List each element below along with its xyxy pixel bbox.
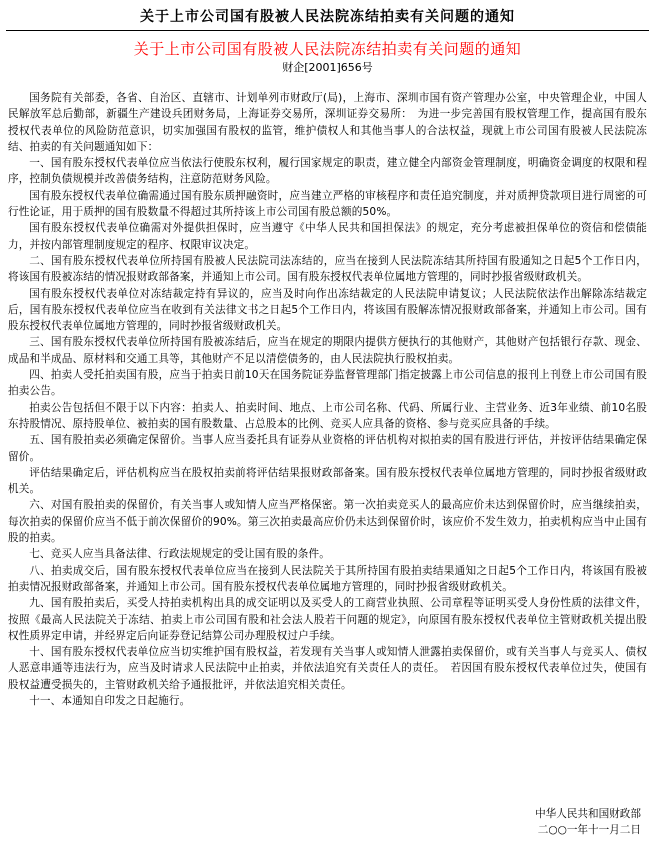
paragraph: 十、国有股东授权代表单位应当切实维护国有股权益，若发现有关当事人或知情人泄露拍卖保留价，或有关当事人与竞买人、债权人恶意串通等违法行为，应当及时请求人民法院中止拍卖，并依法追究有关责任人的责任。 若因国有股东授权代表单位过失，使国有股权益遭受损失的，主管财政机关给予通报批评，并依法追究相关责任。 — [8, 646, 647, 691]
paragraph: 十一、本通知自印发之日起施行。 — [29, 694, 191, 707]
document-title: 关于上市公司国有股被人民法院冻结拍卖有关问题的通知 — [133, 40, 522, 58]
paragraph: 八、拍卖成交后，国有股东授权代表单位应当在接到人民法院关于其所持国有股拍卖结果通知之日起5个工作日内，将该国有股被拍卖情况报财政部备案，并通知上市公司。国有股东授权代表单位属地方管理的，同时抄报省级财政机关。 — [8, 564, 647, 593]
paragraph: 七、竞买人应当具备法律、行政法规规定的受让国有股的条件。 — [29, 548, 331, 561]
paragraph: 四、拍卖人受托拍卖国有股，应当于拍卖日前10天在国务院证券监督管理部门指定披露上市公司信息的报刊上刊登上市公司国有股拍卖公告。 — [8, 369, 647, 398]
paragraph: 五、国有股拍卖必须确定保留价。当事人应当委托具有证券从业资格的评估机构对拟拍卖的国有股进行评估，并按评估结果确定保留价。 — [8, 434, 647, 463]
paragraph: 二、国有股东授权代表单位所持国有股被人民法院司法冻结的，应当在接到人民法院冻结其所持国有股通知之日起5个工作日内，将该国有股被冻结的情况报财政部备案，并通知上市公司。国有股东授权代表单位属地方管理的，同时抄报省级财政机关。 — [8, 254, 647, 284]
document-page — [0, 6, 655, 843]
paragraph: 六、对国有股拍卖的保留价，有关当事人或知情人应当严格保密。第一次拍卖竞买人的最高应价未达到保留价时，应当继续拍卖，每次拍卖的保留价应当不低于前次保留价的90%。第三次拍卖最高应价仍未达到保留价时，该应价不发生效力，拍卖机构应当中止国有股的拍卖。 — [8, 499, 647, 545]
paragraph: 国有股东授权代表单位确需通过国有股东质押融资时，应当建立严格的审核程序和责任追究制度，并对质押贷款项目进行周密的可行性论证，用于质押的国有股数量不得超过其所持该上市公司国有股总额的50%。 — [8, 189, 647, 219]
paragraph: 三、国有股东授权代表单位所持国有股被冻结后，应当在规定的期限内提供方便执行的其他财产，其他财产包括银行存款、现金、成品和半成品、原材料和交通工具等，其他财产不足以清偿债务的，由人民法院执行股权拍卖。 — [8, 336, 647, 365]
page-title: 关于上市公司国有股被人民法院冻结拍卖有关问题的通知 — [140, 9, 515, 25]
paragraph: 国有股东授权代表单位确需对外提供担保时，应当遵守《中华人民共和国担保法》的规定，充分考虑被担保单位的资信和偿债能力，并按内部管理制度规定的程序、权限审议决定。 — [8, 222, 647, 251]
paragraph: 九、国有股拍卖后，买受人持拍卖机构出具的成交证明以及买受人的工商营业执照、公司章程等证明买受人身份性质的法律文件，按照《最高人民法院关于冻结、拍卖上市公司国有股和社会法人股若干问题的规定》，向原国有股东授权代表单位主管财政机关提出股权性质界定申请，并经界定后向证券登记结算公司办理股权过户手续。 — [8, 597, 647, 642]
paragraph: 评估结果确定后，评估机构应当在股权拍卖前将评估结果报财政部备案。国有股东授权代表单位属地方管理的，同时抄报省级财政机关。 — [8, 466, 647, 496]
signature-block — [535, 806, 641, 838]
title-divider — [6, 30, 649, 31]
paragraph: 国务院有关部委，各省、自治区、直辖市、计划单列市财政厅(局)，上海市、深圳市国有资产管理办公室，中央管理企业，中国人民解放军总后勤部，新疆生产建设兵团财务局，上海证券交易所，深圳证券交易所： 为进一步完善国有股权管理工作，提高国有股东授权代表单位的风险防范意识，切实加强国有股权的监管，维护债权人和其他当事人的合法权益，现就上市公司国有股被人民法院冻结、拍卖的有关问题通知如下： — [8, 92, 647, 153]
issuer-name: 中华人民共和国财政部 — [535, 808, 641, 820]
paragraph: 拍卖公告包括但不限于以下内容：拍卖人、拍卖时间、地点、上市公司名称、代码、所属行业、主营业务、近3年业绩、前10名股东持股情况、原持股单位、被拍卖的国有股数量、占总股本的比例、竞买人应具备的资格、参与竞买应具备的手续。 — [8, 401, 647, 430]
document-body — [8, 90, 647, 709]
document-number: 财企[2001]656号 — [282, 61, 373, 74]
issue-date: 二○○一年十一月二日 — [537, 824, 641, 836]
paragraph: 国有股东授权代表单位对冻结裁定持有异议的，应当及时向作出冻结裁定的人民法院申请复议；人民法院依法作出解除冻结裁定后，国有股东授权代表单位应当在收到有关法律文书之日起5个工作日内，将该国有股解冻情况报财政部备案，并通知上市公司。国有股东授权代表单位属地方管理的，同时抄报省级财政机关。 — [8, 287, 647, 333]
paragraph: 一、国有股东授权代表单位应当依法行使股东权利，履行国家规定的职责，建立健全内部资金管理制度，明确资金调度的权限和程序，控制负债规模并改善债务结构，注意防范财务风险。 — [8, 157, 647, 186]
